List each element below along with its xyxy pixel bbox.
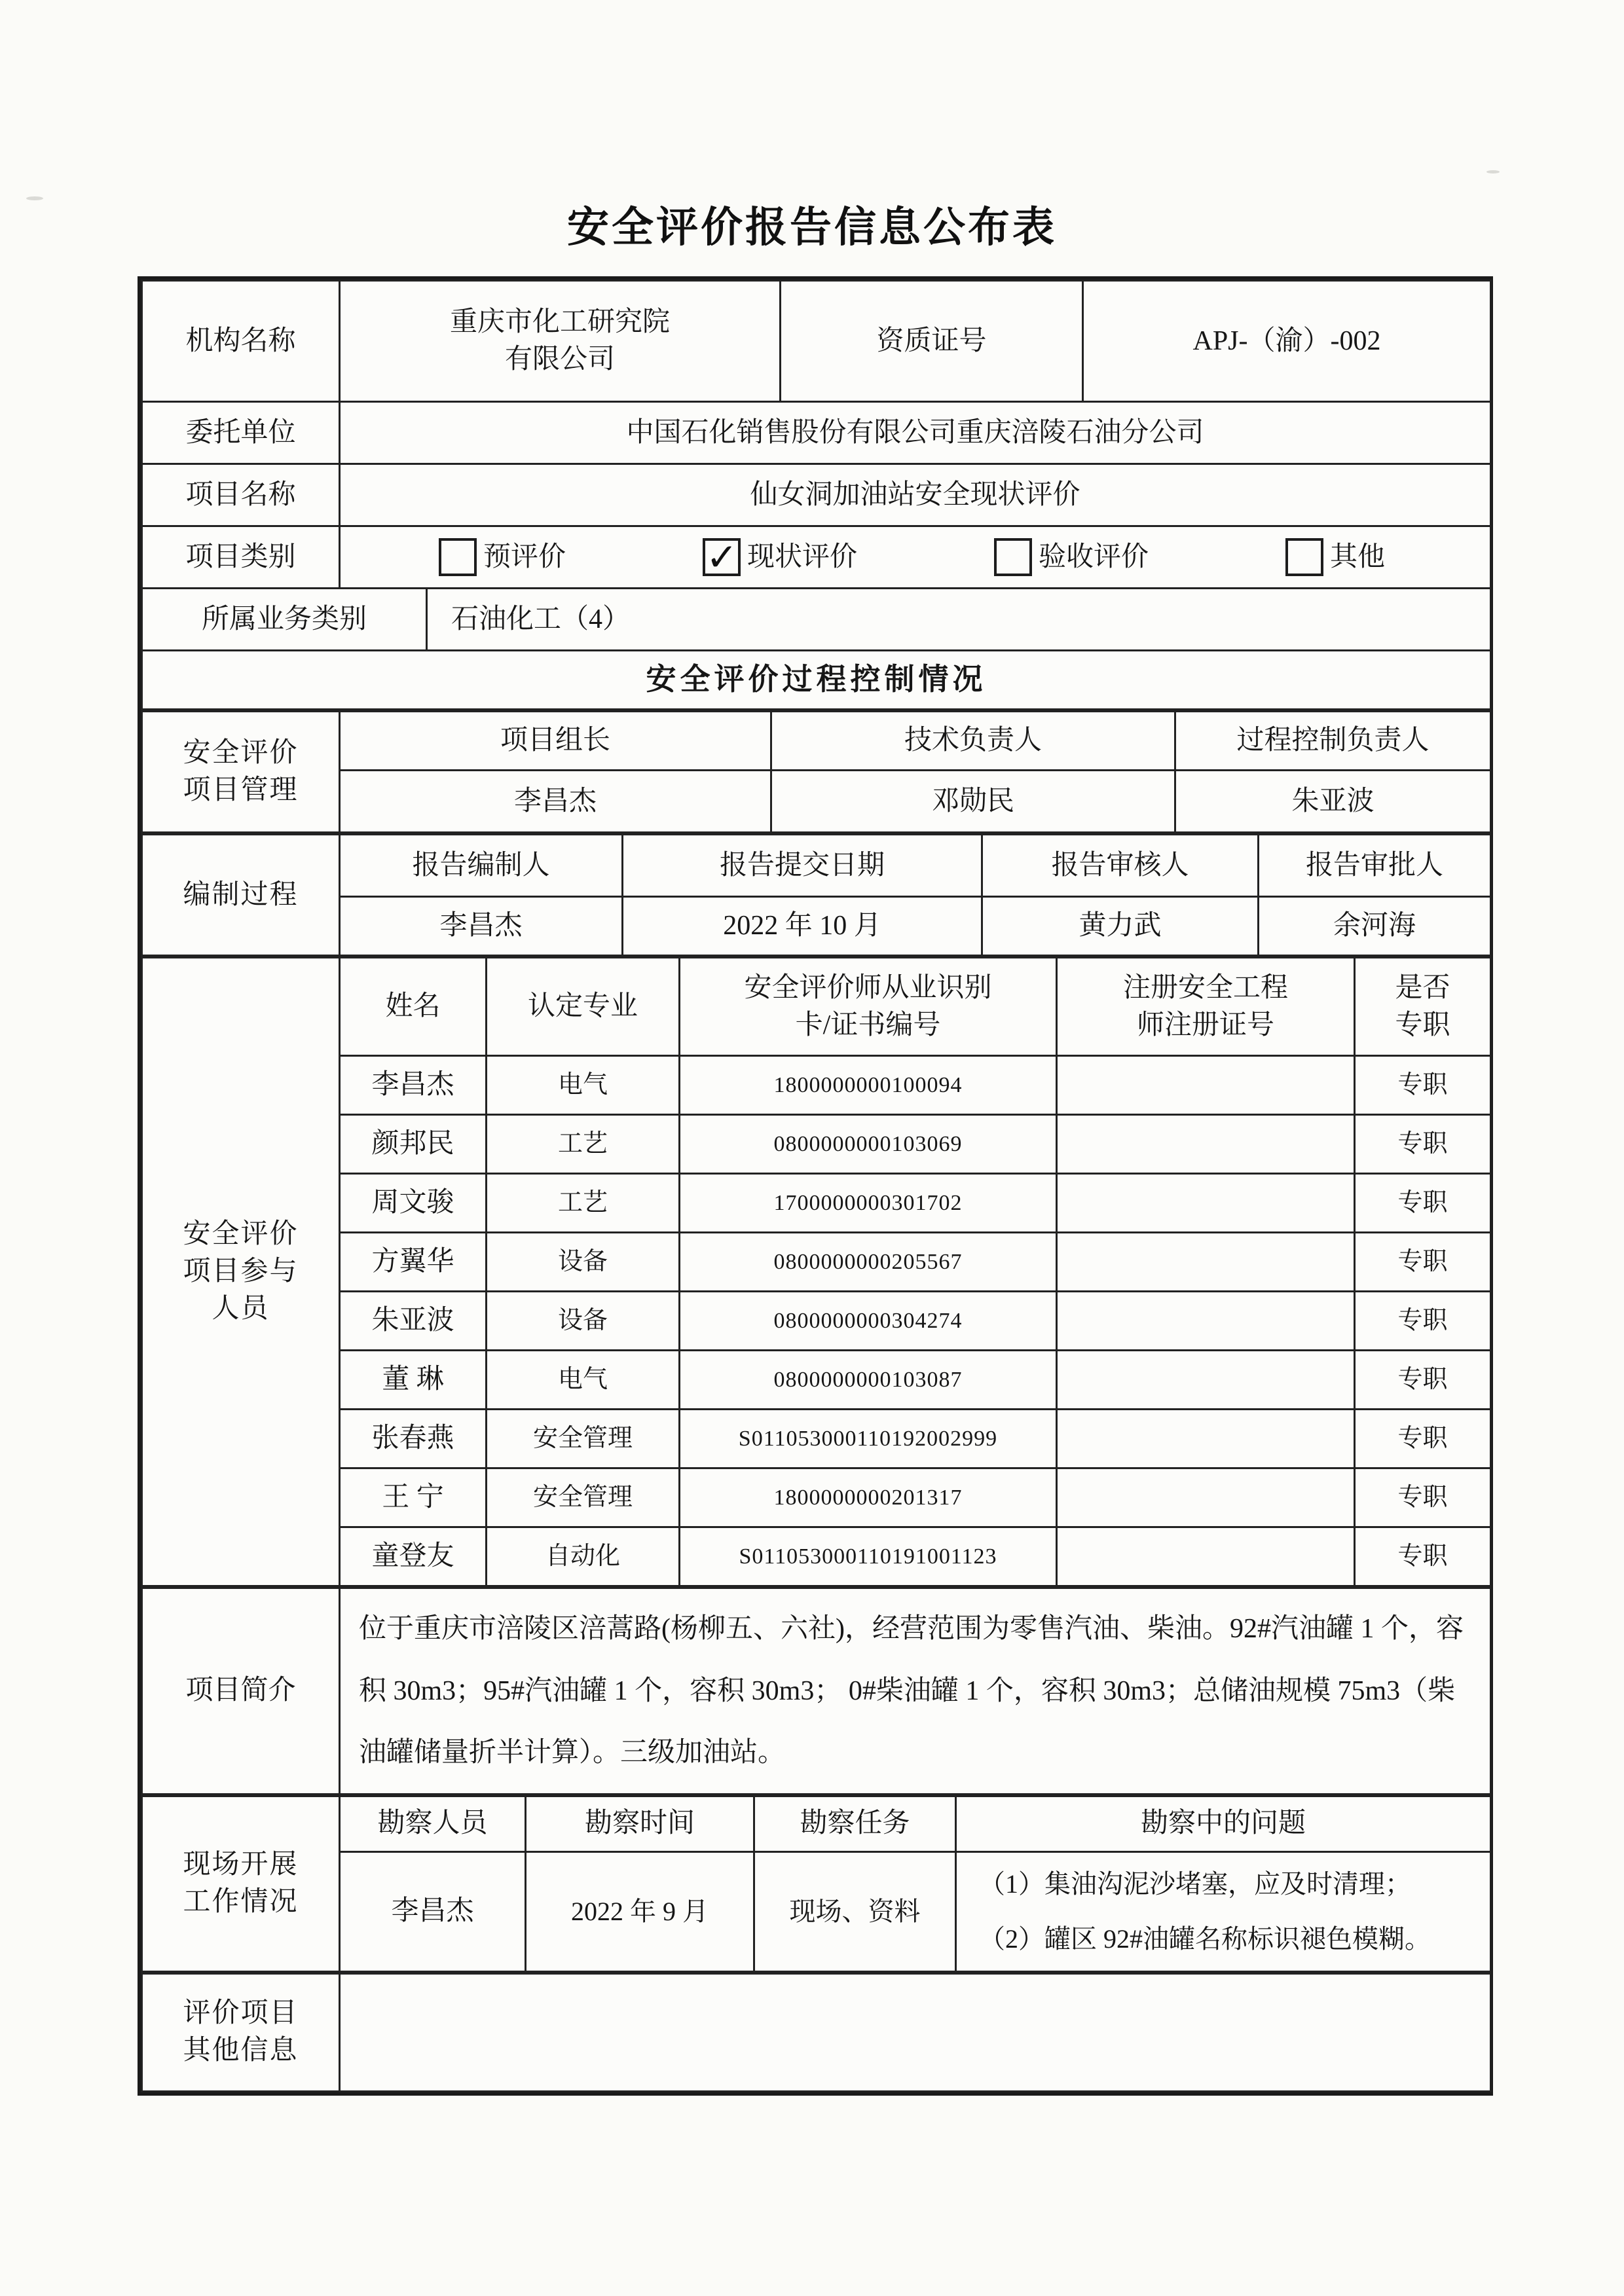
survey-staff-value: 李昌杰 — [340, 1851, 526, 1971]
option-label: 现状评价 — [747, 541, 857, 572]
checkmark-icon: ✓ — [705, 535, 738, 579]
participant-row — [142, 1410, 1491, 1468]
project-type-row — [142, 526, 1491, 589]
participant-fulltime: 专职 — [1355, 1527, 1491, 1586]
participant-reg — [1057, 1292, 1355, 1351]
business-category-row — [142, 589, 1491, 651]
participant-name: 王 宁 — [340, 1468, 487, 1527]
cert-label: 资质证号 — [781, 281, 1083, 402]
role-report-reviewer: 报告审核人 — [982, 835, 1259, 897]
participant-row — [142, 1115, 1491, 1174]
option-pre-evaluation — [439, 538, 566, 576]
other-info-table — [141, 1973, 1492, 2092]
cert-value: APJ-（渝）-002 — [1083, 281, 1491, 402]
participant-cert: 1800000000100094 — [680, 1056, 1057, 1115]
checkbox-unchecked-icon — [1285, 538, 1323, 576]
participant-row — [142, 1174, 1491, 1233]
participant-reg — [1057, 1174, 1355, 1233]
participant-major: 设备 — [487, 1292, 680, 1351]
issue-item: （2）罐区 92#油罐名称标识褪色模糊。 — [979, 1923, 1431, 1954]
col-header-survey-issues: 勘察中的问题 — [956, 1796, 1491, 1851]
site-work-values-row — [142, 1851, 1491, 1971]
col-header-major: 认定专业 — [487, 958, 680, 1056]
other-info-row — [142, 1973, 1491, 2091]
participant-fulltime: 专职 — [1355, 1233, 1491, 1292]
org-row — [142, 281, 1491, 402]
business-category-value: 石油化工（4） — [427, 589, 1491, 651]
org-label: 机构名称 — [142, 281, 340, 402]
participant-cert: 0800000000304274 — [680, 1292, 1057, 1351]
survey-task-value: 现场、资料 — [754, 1851, 956, 1971]
participant-cert: 0800000000103087 — [680, 1351, 1057, 1410]
participant-reg — [1057, 1233, 1355, 1292]
client-value: 中国石化销售股份有限公司重庆涪陵石油分公司 — [340, 402, 1491, 464]
participant-fulltime: 专职 — [1355, 1410, 1491, 1468]
client-label: 委托单位 — [142, 402, 340, 464]
participant-cert: 0800000000103069 — [680, 1115, 1057, 1174]
checkbox-checked-icon — [703, 535, 741, 579]
participants-table — [141, 957, 1492, 1587]
technical-lead-name: 邓勋民 — [771, 771, 1175, 833]
option-label: 验收评价 — [1038, 541, 1149, 572]
participant-major: 电气 — [487, 1056, 680, 1115]
participant-row — [142, 1527, 1491, 1586]
business-category-label: 所属业务类别 — [142, 589, 427, 651]
col-header-fulltime: 是否专职 — [1355, 958, 1491, 1056]
other-info-value — [340, 1973, 1491, 2091]
participants-label: 安全评价项目参与人员 — [142, 958, 340, 1586]
participant-cert: S011053000110192002999 — [680, 1410, 1057, 1468]
role-process-control-lead: 过程控制负责人 — [1175, 712, 1491, 771]
site-work-label: 现场开展工作情况 — [142, 1796, 340, 1971]
org-value: 重庆市化工研究院有限公司 — [340, 281, 781, 402]
participant-name: 周文骏 — [340, 1174, 487, 1233]
participant-row — [142, 1351, 1491, 1410]
col-header-survey-task: 勘察任务 — [754, 1796, 956, 1851]
col-header-cert: 安全评价师从业识别卡/证书编号 — [680, 958, 1057, 1056]
site-work-header-row — [142, 1796, 1491, 1851]
process-control-header-row — [142, 651, 1491, 710]
compilation-roles-row — [142, 835, 1491, 897]
compilation-values-row — [142, 897, 1491, 956]
participant-reg — [1057, 1115, 1355, 1174]
option-status-evaluation — [703, 535, 857, 579]
participant-reg — [1057, 1468, 1355, 1527]
participant-reg — [1057, 1056, 1355, 1115]
participant-major: 安全管理 — [487, 1410, 680, 1468]
participant-name: 朱亚波 — [340, 1292, 487, 1351]
project-type-label: 项目类别 — [142, 526, 340, 589]
summary-row — [142, 1588, 1491, 1795]
compilation-table — [141, 833, 1492, 957]
participant-name: 李昌杰 — [340, 1056, 487, 1115]
issue-item: （1）集油沟泥沙堵塞，应及时清理； — [979, 1868, 1411, 1899]
participant-cert: S011053000110191001123 — [680, 1527, 1057, 1586]
participant-fulltime: 专职 — [1355, 1292, 1491, 1351]
management-table — [141, 710, 1492, 833]
report-approver-name: 余河海 — [1259, 897, 1491, 956]
participant-fulltime: 专职 — [1355, 1351, 1491, 1410]
report-author-name: 李昌杰 — [340, 897, 623, 956]
col-header-reg: 注册安全工程师注册证号 — [1057, 958, 1355, 1056]
role-technical-lead: 技术负责人 — [771, 712, 1175, 771]
role-project-leader: 项目组长 — [340, 712, 771, 771]
col-header-name: 姓名 — [340, 958, 487, 1056]
participant-major: 工艺 — [487, 1115, 680, 1174]
participant-name: 方翼华 — [340, 1233, 487, 1292]
summary-label: 项目简介 — [142, 1588, 340, 1795]
checkbox-unchecked-icon — [439, 538, 477, 576]
project-type-options — [340, 526, 1491, 589]
participant-row — [142, 1292, 1491, 1351]
option-label: 预评价 — [483, 541, 566, 572]
role-submit-date: 报告提交日期 — [623, 835, 982, 897]
process-control-lead-name: 朱亚波 — [1175, 771, 1491, 833]
participant-cert: 1800000000201317 — [680, 1468, 1057, 1527]
project-leader-name: 李昌杰 — [340, 771, 771, 833]
header-section-table — [141, 280, 1492, 710]
participant-row — [142, 1468, 1491, 1527]
participant-fulltime: 专职 — [1355, 1468, 1491, 1527]
page-title: 安全评价报告信息公布表 — [567, 204, 1057, 251]
other-info-label: 评价项目其他信息 — [142, 1973, 340, 2091]
participant-major: 自动化 — [487, 1527, 680, 1586]
summary-text: 位于重庆市涪陵区涪蒿路(杨柳五、六社)，经营范围为零售汽油、柴油。92#汽油罐 1 个，容积 30m3；95#汽油罐 1 个，容积 30m3； 0#柴油罐 1 个，容积 30m3；总储油规模 75m3（柴油罐储量折半计算）。三级加油站。 — [340, 1588, 1491, 1795]
role-report-approver: 报告审批人 — [1259, 835, 1491, 897]
col-header-survey-time: 勘察时间 — [526, 1796, 754, 1851]
survey-issues-value — [956, 1851, 1491, 1971]
management-names-row — [142, 771, 1491, 833]
participant-fulltime: 专职 — [1355, 1056, 1491, 1115]
participant-major: 安全管理 — [487, 1468, 680, 1527]
management-roles-row — [142, 712, 1491, 771]
submit-date-value: 2022 年 10 月 — [623, 897, 982, 956]
participant-name: 张春燕 — [340, 1410, 487, 1468]
report-reviewer-name: 黄力武 — [982, 897, 1259, 956]
project-name-value: 仙女洞加油站安全现状评价 — [340, 464, 1491, 526]
project-name-label: 项目名称 — [142, 464, 340, 526]
compilation-label: 编制过程 — [142, 835, 340, 956]
site-work-table — [141, 1795, 1492, 1973]
participant-row — [142, 1056, 1491, 1115]
participants-header-row — [142, 958, 1491, 1056]
participant-reg — [1057, 1410, 1355, 1468]
role-report-author: 报告编制人 — [340, 835, 623, 897]
participant-reg — [1057, 1351, 1355, 1410]
participant-row — [142, 1233, 1491, 1292]
participant-fulltime: 专职 — [1355, 1174, 1491, 1233]
checkbox-unchecked-icon — [994, 538, 1032, 576]
participant-name: 董 琳 — [340, 1351, 487, 1410]
participant-major: 设备 — [487, 1233, 680, 1292]
participant-cert: 0800000000205567 — [680, 1233, 1057, 1292]
col-header-survey-staff: 勘察人员 — [340, 1796, 526, 1851]
scan-artifact — [1486, 170, 1500, 173]
option-acceptance-evaluation — [994, 538, 1149, 576]
participant-major: 工艺 — [487, 1174, 680, 1233]
client-row — [142, 402, 1491, 464]
participant-cert: 1700000000301702 — [680, 1174, 1057, 1233]
participant-major: 电气 — [487, 1351, 680, 1410]
project-name-row — [142, 464, 1491, 526]
participant-fulltime: 专职 — [1355, 1115, 1491, 1174]
participant-reg — [1057, 1527, 1355, 1586]
survey-time-value: 2022 年 9 月 — [526, 1851, 754, 1971]
participant-name: 童登友 — [340, 1527, 487, 1586]
option-label: 其他 — [1329, 541, 1385, 572]
summary-table — [141, 1587, 1492, 1795]
option-other — [1285, 538, 1385, 576]
safety-report-form — [138, 276, 1493, 2096]
process-control-header: 安全评价过程控制情况 — [142, 651, 1491, 710]
management-label: 安全评价项目管理 — [142, 712, 340, 833]
participant-name: 颜邦民 — [340, 1115, 487, 1174]
